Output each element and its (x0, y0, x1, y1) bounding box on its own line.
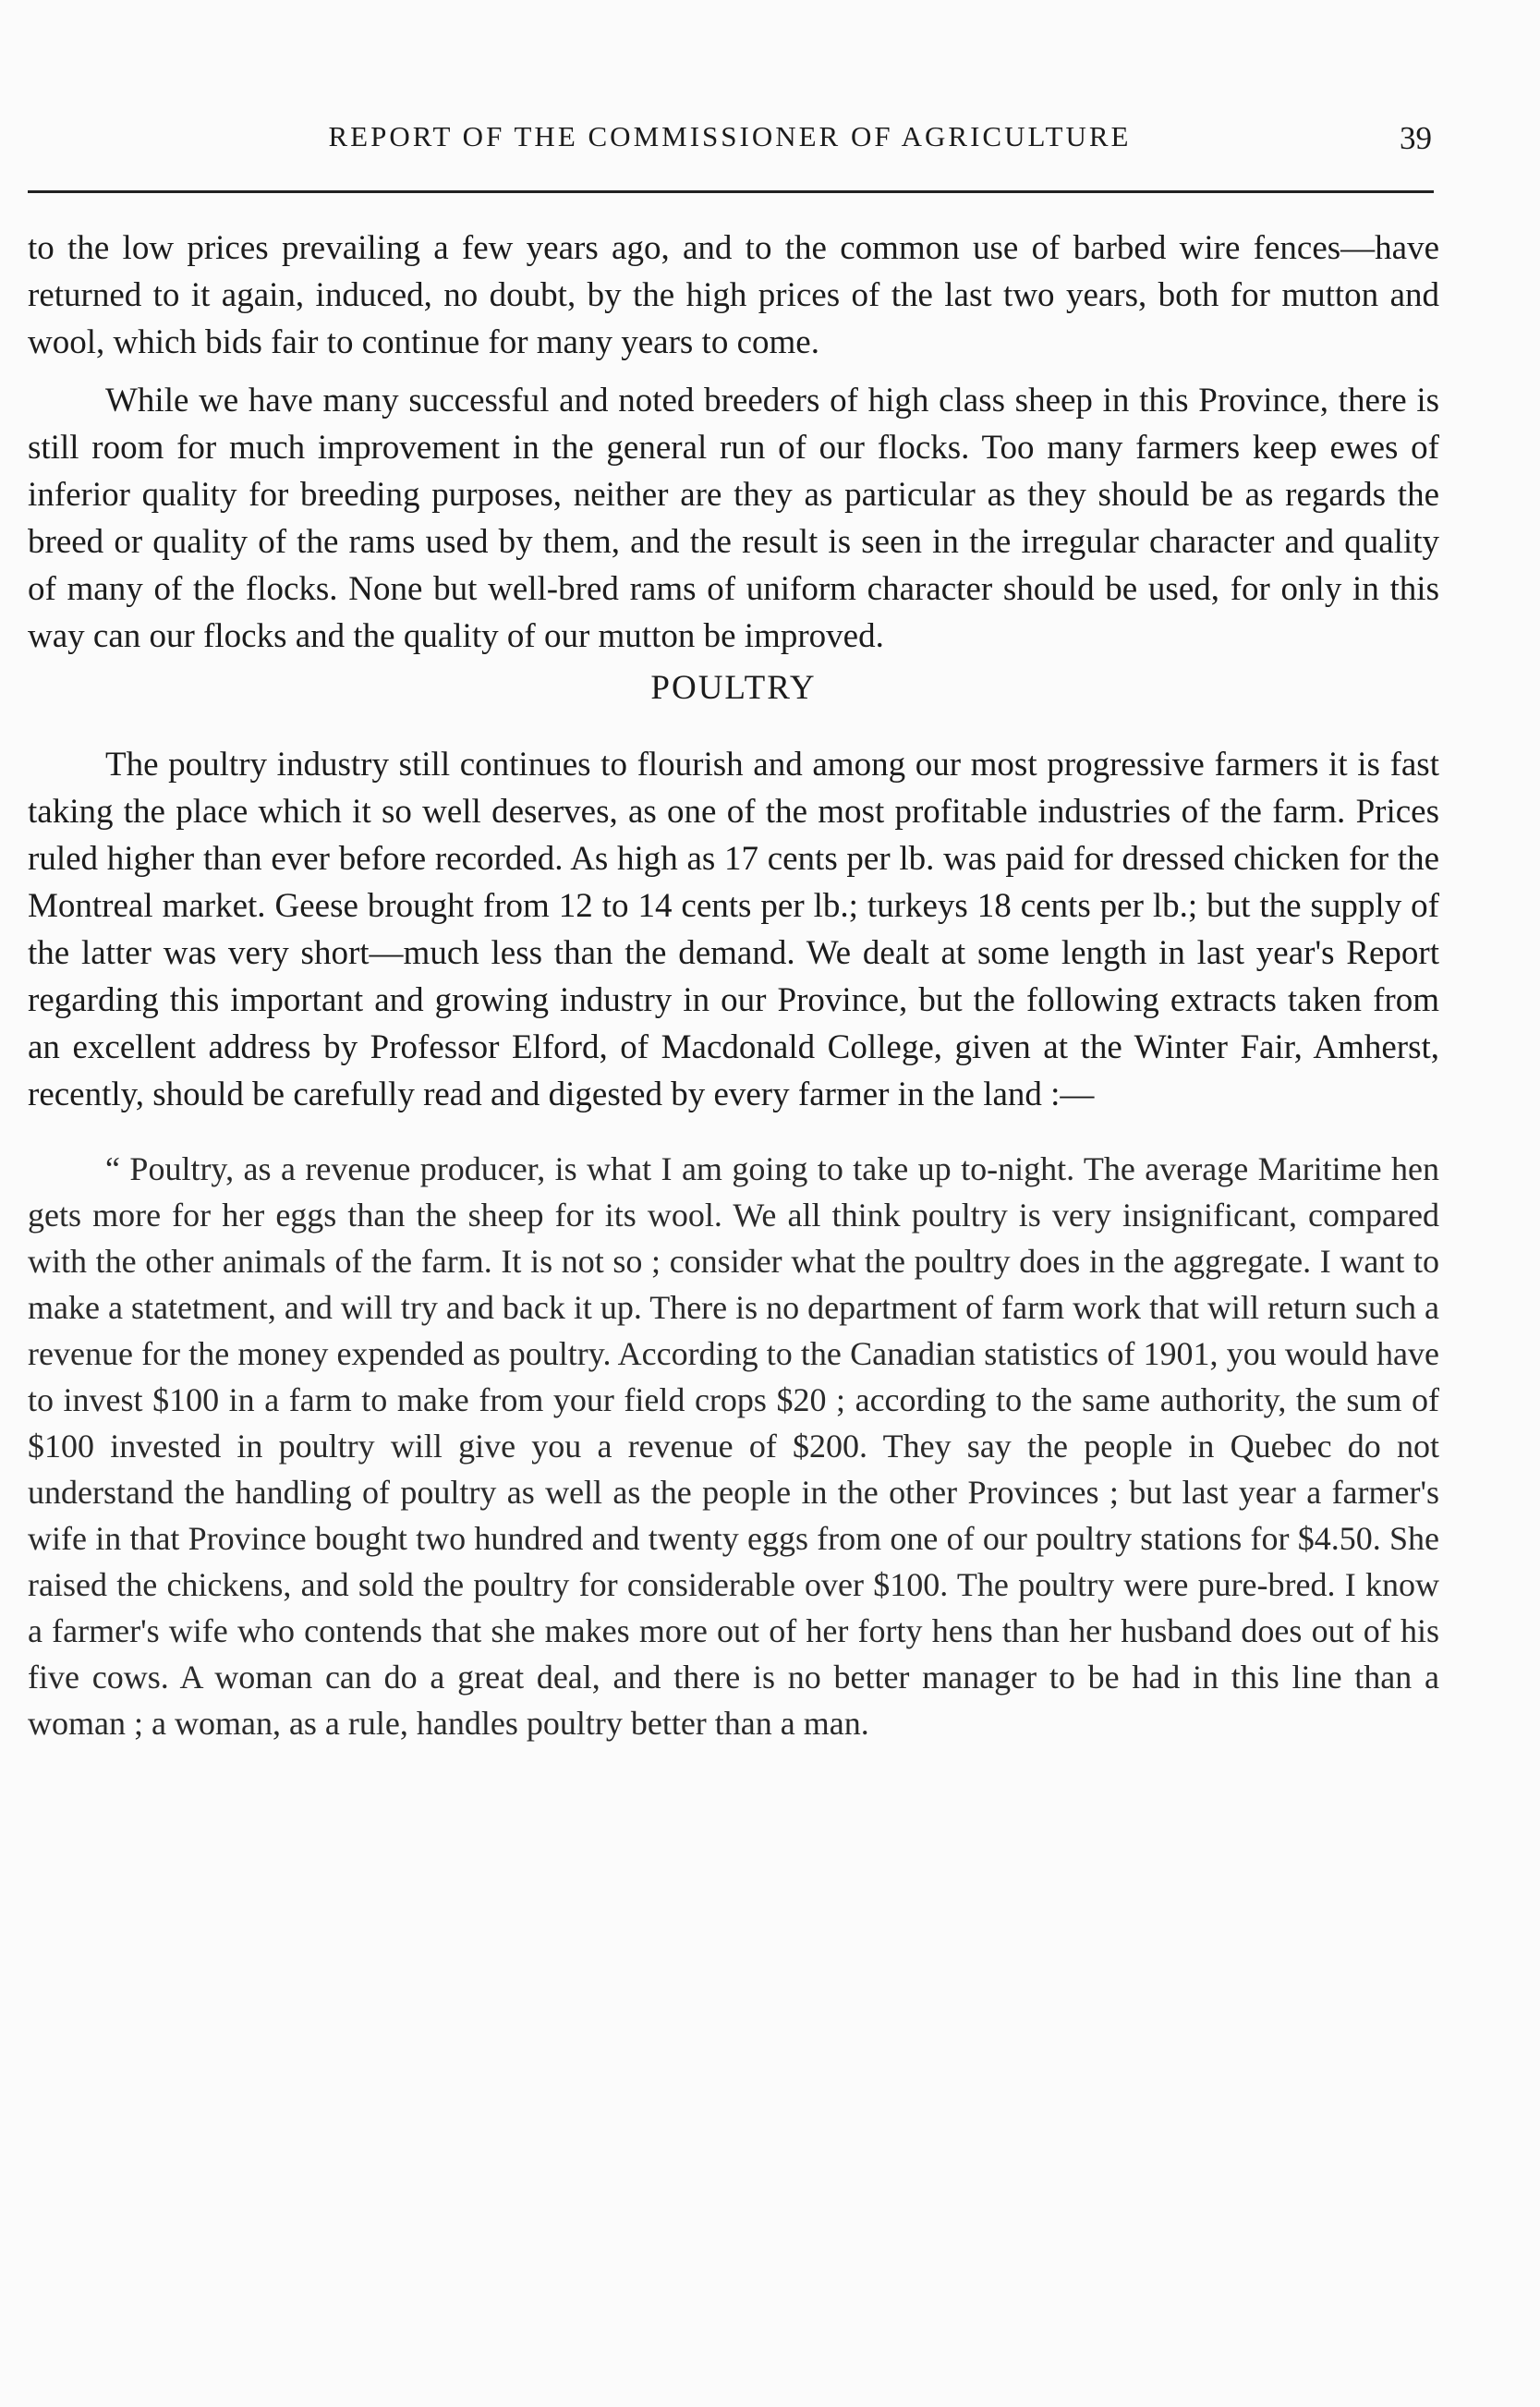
running-title: REPORT OF THE COMMISSIONER OF AGRICULTURE (328, 120, 1132, 152)
paragraph-poultry-industry: The poultry industry still continues to flourish and among our most progressive farmers it is fast taking the place which it so well deserves, as one of the most profitable industries of the farm. Prices ruled higher than ever before recorded. As high as 17 cents per lb. was paid for dressed chicken for the Montreal market. Geese brought from 12 to 14 cents per lb.; turkeys 18 cents per lb.; but the supply of the latter was very short—much less than the demand. We dealt at some length in last year's Report regarding this important and growing industry in our Province, but the following extracts taken from an excellent address by Professor Elford, of Macdonald College, given at the Winter Fair, Amherst, recently, should be carefully read and digested by every farmer in the land :— (28, 746, 1439, 1113)
header-rule (28, 190, 1434, 193)
paragraph-continuation: to the low prices prevailing a few years ago, and to the common use of barbed wire fences—have returned to it again, induced, no doubt, by the high prices of the last two years, both for mutton and wool, which bids fair to continue for many years to come. (28, 229, 1439, 361)
section-heading-poultry: POULTRY (650, 669, 817, 707)
body-text (28, 225, 1439, 1746)
running-header (28, 120, 1432, 163)
paragraph-sheep-breeding: While we have many successful and noted breeders of high class sheep in this Province, there is still room for much improvement in the general run of our flocks. Too many farmers keep ewes of inferior quality for breeding purposes, neither are they as particular as they should be as regards the breed or quality of the rams used by them, and the result is seen in the irregular character and quality of many of the flocks. None but well-bred rams of uniform character should be used, for only in this way can our flocks and the quality of our mutton be improved. (28, 382, 1439, 655)
page-number: 39 (1400, 120, 1432, 156)
paragraph-quoted-address: “ Poultry, as a revenue producer, is what I am going to take up to-night. The average Maritime hen gets more for her eggs than the sheep for its wool. We all think poultry is very insignificant, compared with the other animals of the farm. It is not so ; consider what the poultry does in the aggregate. I want to make a statetment, and will try and back it up. There is no department of farm work that will return such a revenue for the money expended as poultry. According to the Canadian statistics of 1901, you would have to invest $100 in a farm to make from your field crops $20 ; according to the same authority, the sum of $100 invested in poultry will give you a revenue of $200. They say the people in Quebec do not understand the handling of poultry as well as the people in the other Provinces ; but last year a farmer's wife in that Province bought two hundred and twenty eggs from one of our poultry stations for $4.50. She raised the chickens, and sold the poultry for considerable over $100. The poultry were pure-bred. I know a farmer's wife who contends that she makes more out of her forty hens than her husband does out of his five cows. A woman can do a great deal, and there is no better manager to be had in this line than a woman ; a woman, as a rule, handles poultry better than a man. (28, 1150, 1439, 1742)
